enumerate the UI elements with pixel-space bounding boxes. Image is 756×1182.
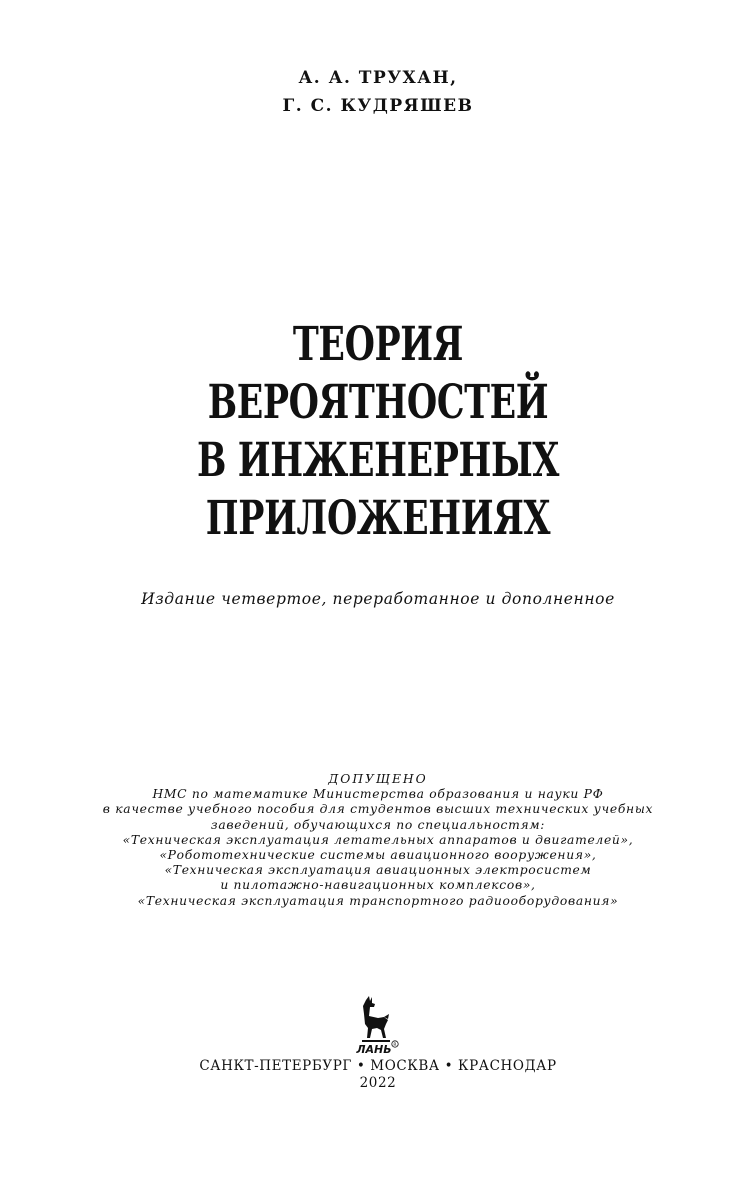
publisher-logo (348, 994, 404, 1056)
author-1: А. А. ТРУХАН, (298, 68, 458, 88)
approval-line: и пилотажно-навигационных комплексов», (220, 878, 536, 893)
approval-line: в качестве учебного пособия для студентов высших технических учебных (102, 802, 654, 817)
author-2: Г. С. КУДРЯШЕВ (282, 96, 474, 116)
approval-block (0, 772, 756, 909)
approval-heading: ДОПУЩЕНО (328, 772, 428, 786)
logo-text: ЛАНЬ (356, 1043, 392, 1056)
title-line: ВЕРОЯТНОСТЕЙ (207, 375, 549, 430)
book-title (98, 316, 657, 548)
title-line: ТЕОРИЯ (292, 317, 464, 372)
title-line: ПРИЛОЖЕНИЯХ (205, 491, 551, 546)
approval-line: «Техническая эксплуатация авиационных электросистем (164, 863, 592, 878)
approval-line: НМС по математике Министерства образования и науки РФ (152, 787, 604, 802)
approval-line: «Робототехнические системы авиационного вооружения», (159, 848, 597, 863)
imprint (0, 1058, 756, 1092)
edition-note: Издание четвертое, переработанное и дополненное (141, 590, 615, 608)
svg-text:R: R (393, 1043, 397, 1048)
publication-year: 2022 (359, 1075, 397, 1091)
title-line: В ИНЖЕНЕРНЫХ (196, 433, 560, 488)
authors (0, 64, 756, 120)
doe-icon (362, 996, 390, 1042)
publisher-cities: САНКТ-ПЕТЕРБУРГ • МОСКВА • КРАСНОДАР (199, 1058, 557, 1074)
approval-line: «Техническая эксплуатация транспортного радиооборудования» (137, 893, 619, 908)
approval-line: «Техническая эксплуатация летательных аппаратов и двигателей», (122, 832, 634, 847)
approval-line: заведений, обучающихся по специальностям: (210, 817, 546, 832)
